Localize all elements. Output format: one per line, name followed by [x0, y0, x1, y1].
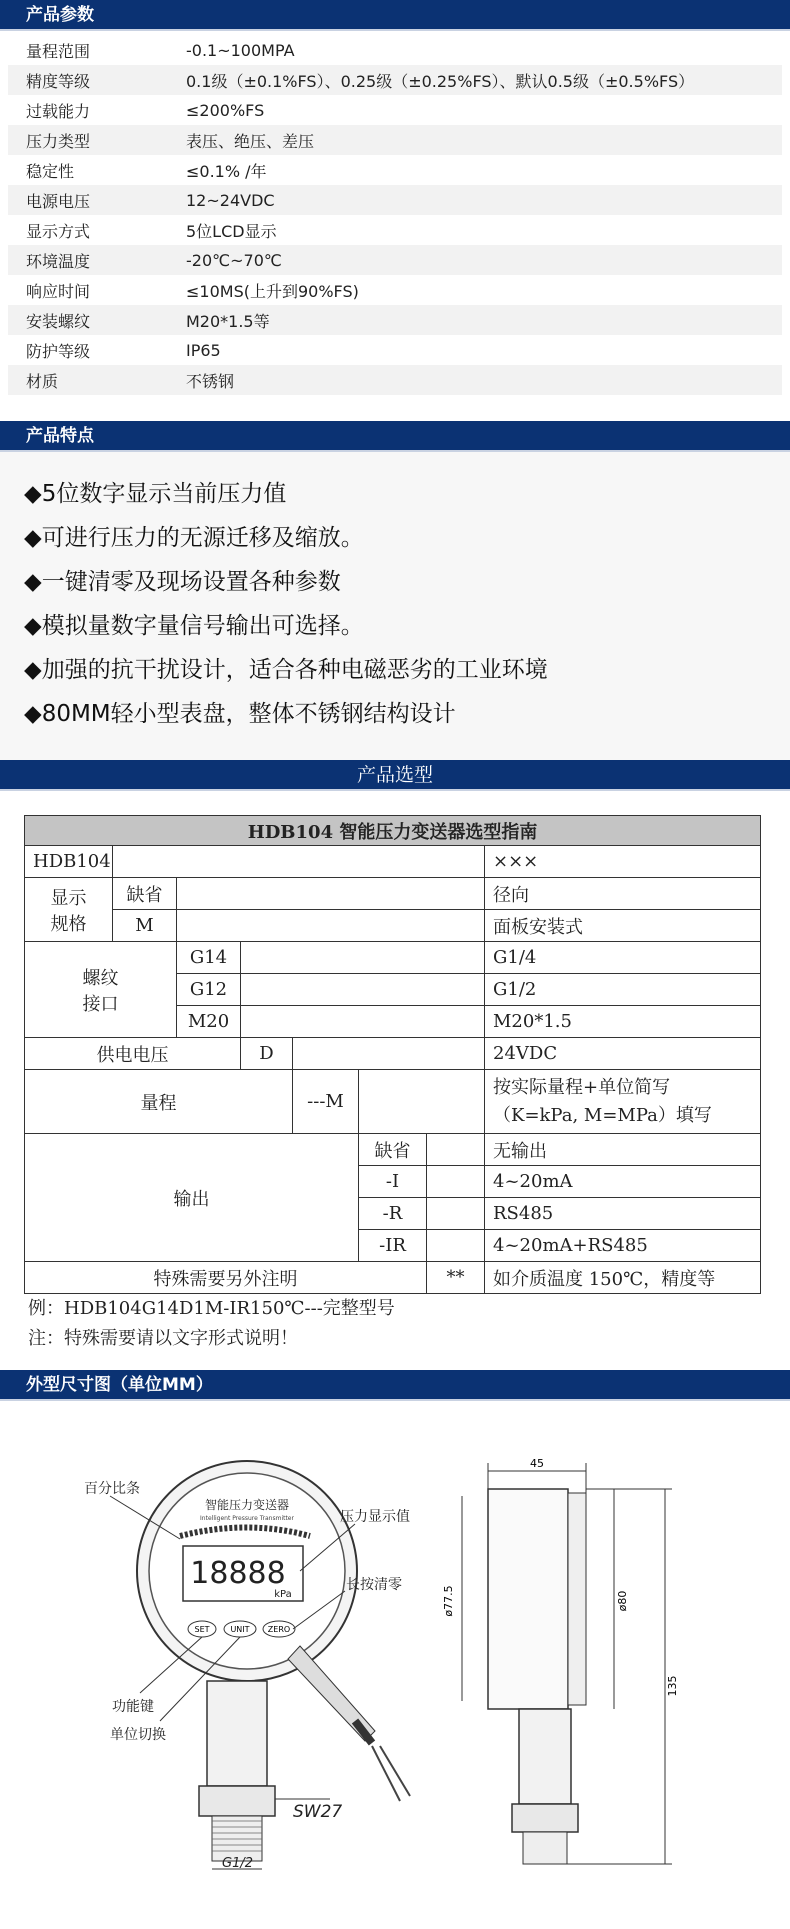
features-header: 产品特点 [0, 421, 790, 452]
selection-header: 产品选型 [0, 760, 790, 791]
param-value: -0.1~100MPA [186, 40, 295, 60]
param-value: 12~24VDC [186, 190, 275, 210]
params-table [0, 31, 790, 395]
display-default: 缺省 [113, 878, 177, 910]
feature-item: ◆5位数字显示当前压力值 [24, 481, 287, 507]
output-code: -I [359, 1166, 427, 1198]
param-value: 不锈钢 [186, 371, 235, 391]
param-row [8, 35, 782, 65]
output-code: -R [359, 1198, 427, 1230]
param-key: 稳定性 [26, 161, 75, 181]
dim-45: 45 [530, 1457, 544, 1470]
brand-text: 智能压力变送器 [204, 1498, 290, 1512]
param-row [8, 305, 782, 335]
output-desc: 4~20mA [485, 1166, 761, 1198]
param-value: 表压、绝压、差压 [186, 131, 315, 151]
special-desc: 如介质温度 150℃，精度等 [485, 1262, 761, 1294]
thread-desc: M20*1.5 [485, 1006, 761, 1038]
front-view [84, 1461, 410, 1871]
model-code: HDB104 [25, 846, 113, 878]
param-row [8, 365, 782, 395]
example-line: 例：HDB104G14D1M-IR150℃---完整型号 [28, 1298, 395, 1319]
thread-code: M20 [177, 1006, 241, 1038]
dim-80: ø80 [616, 1590, 629, 1612]
params-header: 产品参数 [0, 0, 790, 31]
features-list [0, 452, 790, 760]
param-row [8, 65, 782, 95]
param-key: 过载能力 [26, 101, 91, 121]
label-long-press: 长按清零 [346, 1577, 402, 1593]
output-desc: RS485 [485, 1198, 761, 1230]
label-pressure-value: 压力显示值 [340, 1509, 410, 1525]
table-title: HDB104 智能压力变送器选型指南 [25, 816, 761, 846]
dimension-drawing [0, 1401, 790, 1896]
selection-table [24, 815, 761, 1294]
output-label: 输出 [25, 1134, 359, 1262]
param-row [8, 215, 782, 245]
param-key: 响应时间 [26, 281, 91, 301]
btn-set: SET [194, 1625, 210, 1634]
brand-en-text: Intelligent Pressure Transmitter [200, 1515, 294, 1522]
param-key: 电源电压 [26, 191, 91, 211]
display-m-desc: 面板安装式 [485, 910, 761, 942]
feature-item: ◆加强的抗干扰设计，适合各种电磁恶劣的工业环境 [24, 657, 548, 683]
feature-item: ◆模拟量数字量信号输出可选择。 [24, 613, 364, 639]
thread-code: G14 [177, 942, 241, 974]
param-key: 精度等级 [26, 71, 91, 91]
output-desc: 无输出 [485, 1134, 761, 1166]
param-value: IP65 [186, 340, 221, 360]
param-value: ≤0.1% /年 [186, 161, 267, 181]
output-desc: 4~20mA+RS485 [485, 1230, 761, 1262]
thread-code: G12 [177, 974, 241, 1006]
supply-label: 供电电压 [25, 1038, 241, 1070]
display-m: M [113, 910, 177, 942]
special-code: ** [427, 1262, 485, 1294]
param-key: 压力类型 [26, 131, 91, 151]
label-g12: G1/2 [222, 1856, 253, 1871]
label-percent-bar: 百分比条 [84, 1481, 140, 1497]
param-key: 防护等级 [26, 341, 91, 361]
lcd-digits: 18888 [190, 1556, 286, 1591]
param-key: 材质 [26, 371, 59, 391]
range-label: 量程 [25, 1070, 293, 1134]
param-key: 显示方式 [26, 221, 91, 241]
model-xxx: ××× [485, 846, 761, 878]
param-value: -20℃~70℃ [186, 250, 282, 270]
param-row [8, 155, 782, 185]
dimensions-header: 外型尺寸图（单位MM） [0, 1370, 790, 1401]
feature-item: ◆一键清零及现场设置各种参数 [24, 569, 341, 595]
selection-section [0, 791, 790, 1370]
param-row [8, 95, 782, 125]
range-code: ---M [293, 1070, 359, 1134]
btn-zero: ZERO [267, 1625, 291, 1634]
label-unit-switch: 单位切换 [110, 1727, 166, 1743]
range-desc: 按实际量程+单位简写（K=kPa, M=MPa）填写 [485, 1070, 761, 1134]
btn-unit: UNIT [230, 1625, 250, 1634]
output-code: 缺省 [359, 1134, 427, 1166]
dim-775: ø77.5 [442, 1585, 455, 1617]
param-key: 量程范围 [26, 41, 91, 61]
param-value: ≤10MS(上升到90%FS) [186, 281, 359, 301]
param-row [8, 335, 782, 365]
label-sw27: SW27 [293, 1802, 343, 1822]
lcd-unit: kPa [274, 1589, 292, 1600]
dim-135: 135 [666, 1675, 679, 1697]
param-row [8, 125, 782, 155]
special-label: 特殊需要另外注明 [25, 1262, 427, 1294]
param-row [8, 245, 782, 275]
param-value: M20*1.5等 [186, 311, 270, 331]
param-value: 5位LCD显示 [186, 221, 277, 241]
supply-desc: 24VDC [485, 1038, 761, 1070]
thread-label: 螺纹接口 [25, 942, 177, 1038]
param-key: 环境温度 [26, 251, 91, 271]
param-value: ≤200%FS [186, 100, 265, 120]
supply-code: D [241, 1038, 293, 1070]
feature-item: ◆可进行压力的无源迁移及缩放。 [24, 525, 364, 551]
thread-desc: G1/4 [485, 942, 761, 974]
note-line: 注：特殊需要请以文字形式说明！ [28, 1328, 298, 1349]
side-view [442, 1457, 679, 1864]
dimension-svg [0, 1401, 790, 1881]
feature-item: ◆80MM轻小型表盘，整体不锈钢结构设计 [24, 701, 456, 727]
display-default-desc: 径向 [485, 878, 761, 910]
output-code: -IR [359, 1230, 427, 1262]
param-key: 安装螺纹 [26, 311, 91, 331]
param-row [8, 185, 782, 215]
display-label: 显示规格 [25, 878, 113, 942]
thread-desc: G1/2 [485, 974, 761, 1006]
param-value: 0.1级（±0.1%FS）、0.25级（±0.25%FS）、默认0.5级（±0.5%FS） [186, 71, 695, 91]
label-func-key: 功能键 [112, 1699, 154, 1715]
param-row [8, 275, 782, 305]
